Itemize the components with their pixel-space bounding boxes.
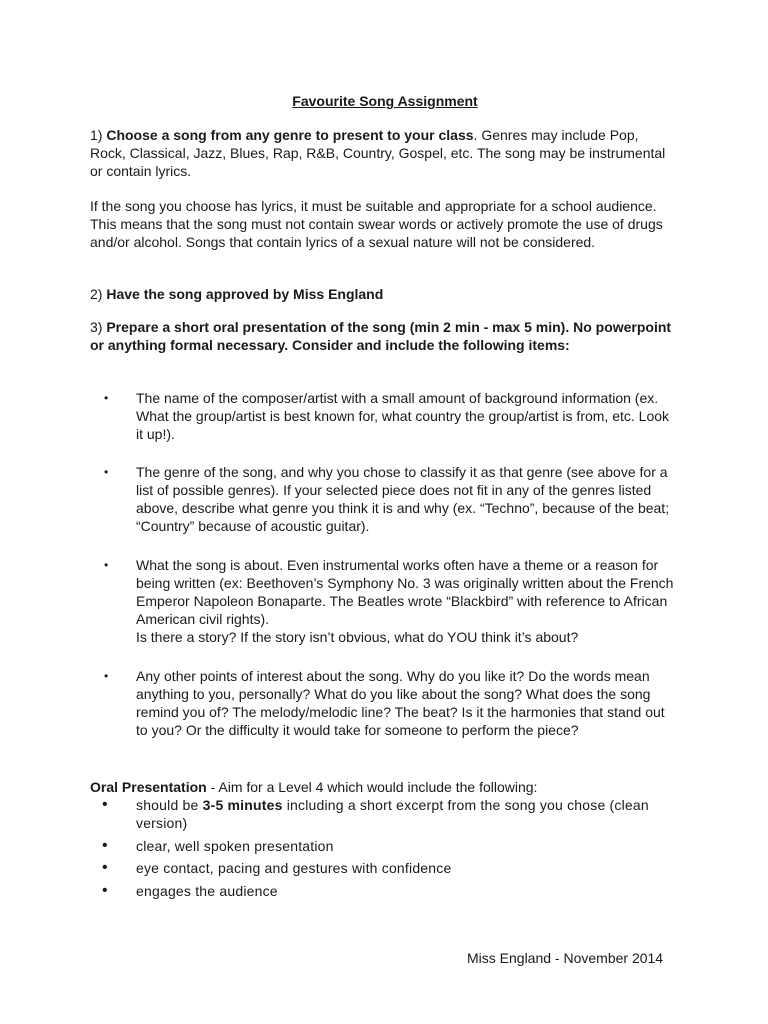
list-item-text-question: Is there a story? If the story isn’t obvious, what do YOU think it’s about? [136,629,579,645]
list-item-text: The name of the composer/artist with a small amount of background information (ex. What the group/artist is best known for, what country the group/artist is from, etc. Look it up!). [136,390,670,442]
lyrics-paragraph: If the song you choose has lyrics, it must be suitable and appropriate for a school audience. This means that the song must not contain swear words or actively promote the use of drugs and/or alcohol. Songs that contain lyrics of a sexual nature will not be considered. [90,198,663,250]
bullet-icon: • [102,796,108,813]
bullet-icon: • [102,837,108,854]
bullet-icon: • [104,669,109,683]
list-item-text: The genre of the song, and why you chose to classify it as that genre (see above for a list of possible genres). If your selected piece does not fit in any of the genres listed above, describe what genre you think it is and why (ex. “Techno”, because of the beat; “Country” because of acoustic guitar). [136,464,670,534]
criteria-text: engages the audience [136,883,278,899]
criteria-text: eye contact, pacing and gestures with confidence [136,860,452,876]
step-3-number: 3) [90,319,103,335]
list-item-text [136,556,676,646]
criteria-text-pre: should be [136,797,203,813]
criteria-text [136,796,676,832]
oral-presentation-text: - Aim for a Level 4 which would include the following: [206,779,538,795]
list-item-text: Any other points of interest about the song. Why do you like it? Do the words mean anything to you, personally? What do you like about the song? What does the song remind you of? The melody/melodic line? The beat? Is it the harmonies that stand out to you? Or the difficulty it would take for someone to perform the piece? [136,668,665,738]
bullet-icon: • [104,391,109,405]
footer-author-date: Miss England - November 2014 [467,950,664,966]
document-page [90,0,680,1024]
step-1 [90,126,676,180]
list-item-text-main: What the song is about. Even instrumental works often have a theme or a reason for being written (ex: Beethoven’s Symphony No. 3 was originally written about the French Emperor Napoleon Bonaparte. The Beatles wrote “Blackbird” with reference to African American civil rights). [136,557,674,627]
step-1-heading: Choose a song from any genre to present to your class [106,127,474,143]
step-2 [90,285,676,303]
document-title: Favourite Song Assignment [292,93,478,109]
bullet-icon: • [102,859,108,876]
step-1-text: . Genres may include Pop, Rock, Classical, Jazz, Blues, Rap, R&B, Country, Gospel, etc. The song may be instrumental or contain lyrics. [90,127,666,179]
oral-presentation-heading [90,778,676,796]
step-3 [90,318,676,354]
bullet-icon: • [104,465,109,479]
bullet-icon: • [104,558,109,572]
step-3-heading: Prepare a short oral presentation of the song (min 2 min - max 5 min). No powerpoint or anything formal necessary. Consider and include the following items: [90,319,672,353]
step-1-number: 1) [90,127,103,143]
step-2-heading: Have the song approved by Miss England [106,286,384,302]
oral-presentation-label: Oral Presentation [90,779,207,795]
bullet-icon: • [102,882,108,899]
criteria-text-bold: 3-5 minutes [202,797,283,813]
criteria-text: clear, well spoken presentation [136,838,334,854]
step-2-number: 2) [90,286,103,302]
criteria-text-post: including a short excerpt from the song you chose (clean version) [136,797,649,831]
